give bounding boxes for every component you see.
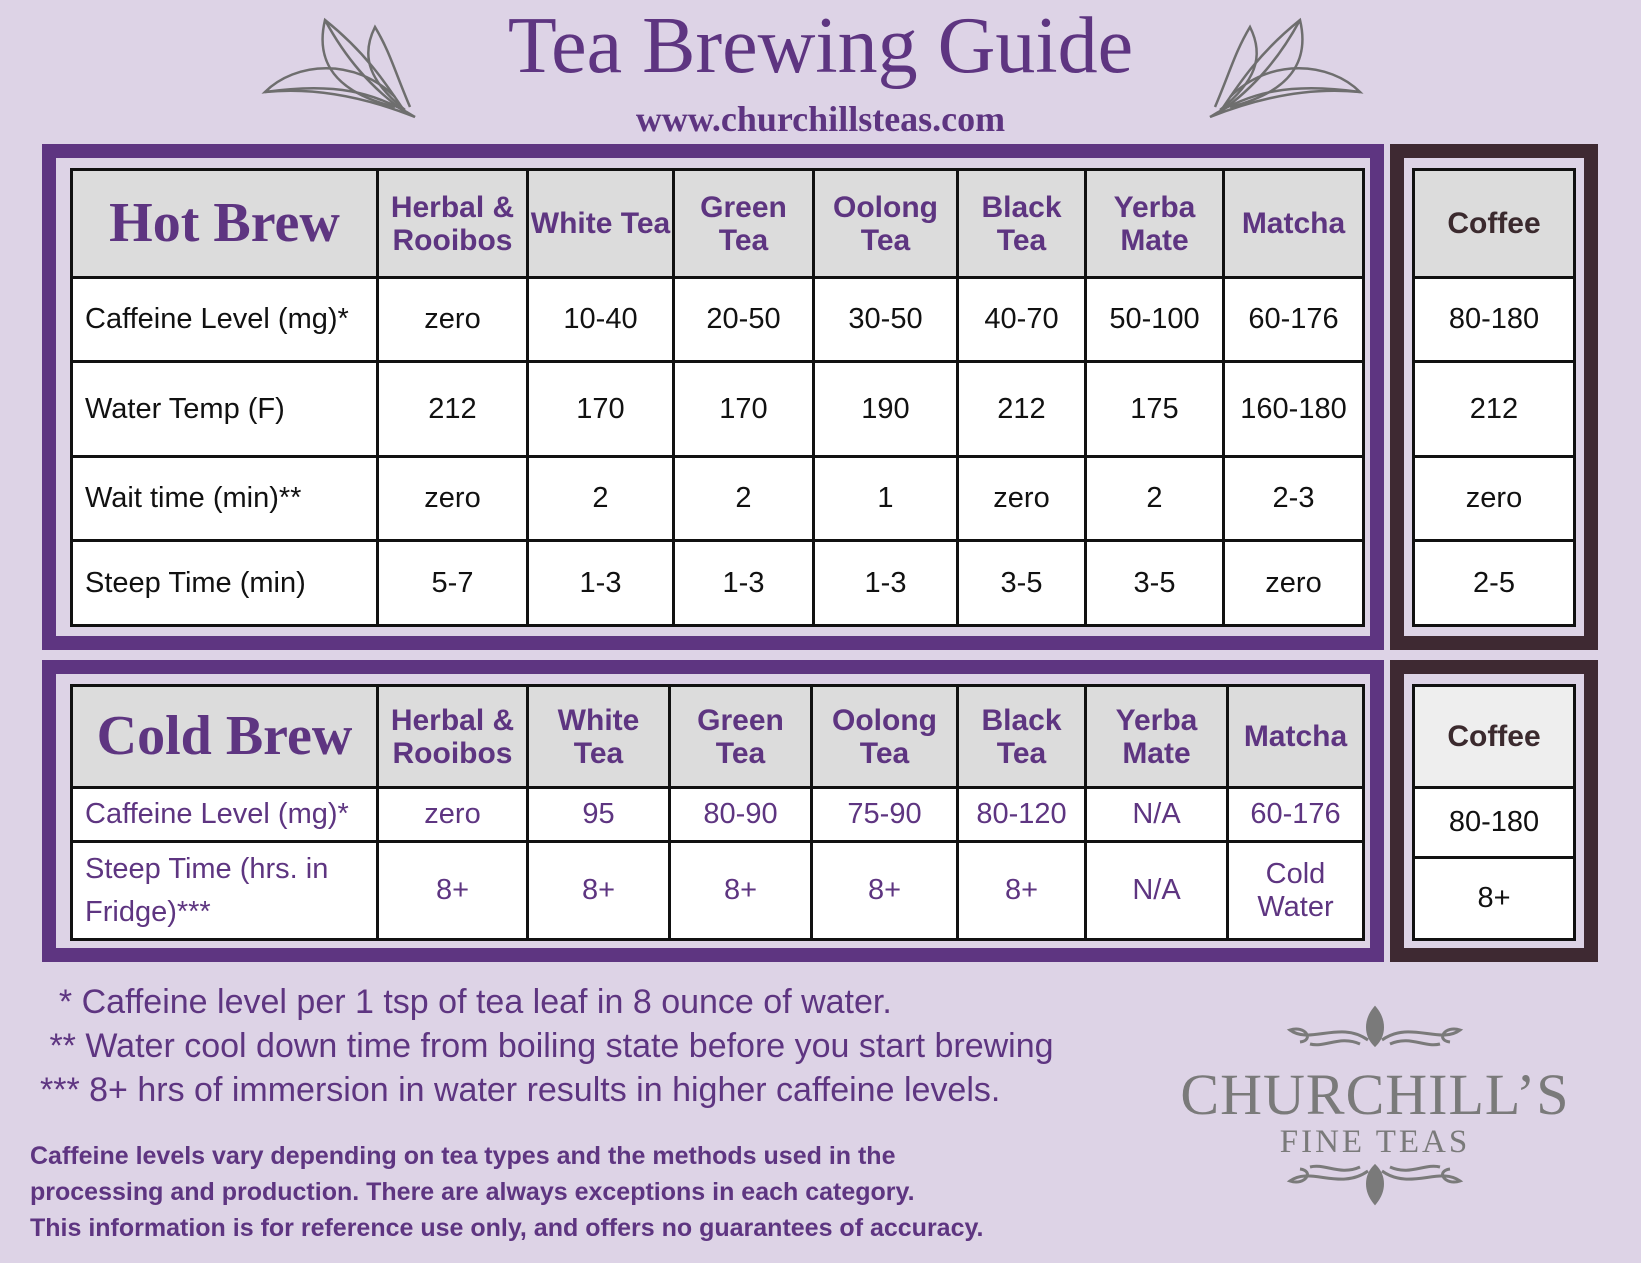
table-cell: 60-176 xyxy=(1224,278,1364,362)
disclaimer xyxy=(30,1138,983,1246)
table-cell: 170 xyxy=(528,362,674,457)
table-cell: 80-180 xyxy=(1414,278,1575,362)
table-cell: 8+ xyxy=(670,842,812,940)
cold-coffee-table xyxy=(1412,684,1576,941)
table-cell: 2 xyxy=(528,457,674,541)
page-title: Tea Brewing Guide xyxy=(507,2,1134,90)
table-cell: 212 xyxy=(958,362,1086,457)
logo-subtitle: FINE TEAS xyxy=(1279,1124,1471,1160)
table-row xyxy=(72,541,1364,626)
disclaimer-line: This information is for reference use only, and offers no guarantees of accuracy. xyxy=(30,1214,984,1242)
table-cell: 2-3 xyxy=(1224,457,1364,541)
table-cell: 1 xyxy=(814,457,958,541)
table-cell: 2-5 xyxy=(1414,541,1575,626)
table-cell: 10-40 xyxy=(528,278,674,362)
column-header: Yerba Mate xyxy=(1086,170,1224,278)
row-label: Caffeine Level (mg)* xyxy=(72,788,378,842)
table-cell: zero xyxy=(378,788,528,842)
table-cell: 80-90 xyxy=(670,788,812,842)
table-cell: 212 xyxy=(1414,362,1575,457)
table-cell: 8+ xyxy=(958,842,1086,940)
table-cell: 8+ xyxy=(378,842,528,940)
table-cell: zero xyxy=(1414,457,1575,541)
table-row xyxy=(72,278,1364,362)
ornament-top-icon xyxy=(1280,1000,1470,1050)
ornament-bottom-icon xyxy=(1280,1161,1470,1211)
column-header: Herbal & Rooibos xyxy=(378,686,528,788)
table-cell: N/A xyxy=(1086,788,1228,842)
row-label: Steep Time (hrs. in Fridge)*** xyxy=(72,842,378,940)
coffee-header: Coffee xyxy=(1414,170,1575,278)
table-cell: 2 xyxy=(674,457,814,541)
table-row xyxy=(72,362,1364,457)
row-label: Caffeine Level (mg)* xyxy=(72,278,378,362)
column-header: Green Tea xyxy=(670,686,812,788)
hot-brew-title: Hot Brew xyxy=(72,170,378,278)
disclaimer-line: Caffeine levels vary depending on tea types and the methods used in the xyxy=(30,1142,896,1170)
table-cell: 50-100 xyxy=(1086,278,1224,362)
column-header: Matcha xyxy=(1224,170,1364,278)
disclaimer-line: processing and production. There are always exceptions in each category. xyxy=(30,1178,915,1206)
table-cell: 40-70 xyxy=(958,278,1086,362)
page-header xyxy=(0,0,1641,140)
row-label: Steep Time (min) xyxy=(72,541,378,626)
table-cell: zero xyxy=(378,278,528,362)
table-cell: 1-3 xyxy=(528,541,674,626)
table-cell: 8+ xyxy=(528,842,670,940)
table-cell: 170 xyxy=(674,362,814,457)
coffee-header: Coffee xyxy=(1414,686,1575,788)
tea-leaves-right-icon xyxy=(1205,12,1380,122)
table-cell: 2 xyxy=(1086,457,1224,541)
website-url: www.churchillsteas.com xyxy=(635,99,1006,139)
table-row xyxy=(72,457,1364,541)
table-cell: 30-50 xyxy=(814,278,958,362)
table-cell: 95 xyxy=(528,788,670,842)
table-cell: 5-7 xyxy=(378,541,528,626)
row-label: Wait time (min)** xyxy=(72,457,378,541)
table-row xyxy=(72,842,1364,940)
footnote: * Caffeine level per 1 tsp of tea leaf in 8 ounce of water. xyxy=(40,983,892,1021)
column-header: Oolong Tea xyxy=(812,686,958,788)
table-cell: 80-120 xyxy=(958,788,1086,842)
column-header: Matcha xyxy=(1228,686,1364,788)
table-cell: 8+ xyxy=(812,842,958,940)
column-header: Black Tea xyxy=(958,170,1086,278)
table-cell: 3-5 xyxy=(958,541,1086,626)
table-cell: 212 xyxy=(378,362,528,457)
table-cell: zero xyxy=(1224,541,1364,626)
hot-coffee-table xyxy=(1412,168,1576,627)
table-cell: 3-5 xyxy=(1086,541,1224,626)
table-cell: zero xyxy=(958,457,1086,541)
churchills-logo xyxy=(1165,1000,1585,1216)
table-cell: 1-3 xyxy=(674,541,814,626)
cold-brew-title: Cold Brew xyxy=(72,686,378,788)
column-header: Oolong Tea xyxy=(814,170,958,278)
row-label: Water Temp (F) xyxy=(72,362,378,457)
column-header: Black Tea xyxy=(958,686,1086,788)
footnotes xyxy=(40,980,1054,1112)
table-cell: 20-50 xyxy=(674,278,814,362)
table-cell: 1-3 xyxy=(814,541,958,626)
column-header: White Tea xyxy=(528,170,674,278)
table-cell: zero xyxy=(378,457,528,541)
table-cell: 190 xyxy=(814,362,958,457)
table-row xyxy=(72,788,1364,842)
table-cell: 175 xyxy=(1086,362,1224,457)
table-cell: N/A xyxy=(1086,842,1228,940)
column-header: Green Tea xyxy=(674,170,814,278)
column-header: Herbal & Rooibos xyxy=(378,170,528,278)
table-cell: 60-176 xyxy=(1228,788,1364,842)
column-header: White Tea xyxy=(528,686,670,788)
table-cell: 160-180 xyxy=(1224,362,1364,457)
table-cell: 8+ xyxy=(1414,858,1575,940)
footnote: ** Water cool down time from boiling state before you start brewing xyxy=(40,1027,1054,1065)
table-cell: 80-180 xyxy=(1414,788,1575,858)
table-cell: Cold Water xyxy=(1228,842,1364,940)
table-cell: 75-90 xyxy=(812,788,958,842)
column-header: Yerba Mate xyxy=(1086,686,1228,788)
footnote: *** 8+ hrs of immersion in water results in higher caffeine levels. xyxy=(40,1071,1001,1109)
logo-name: CHURCHILL’S xyxy=(1180,1062,1570,1127)
hot-brew-table xyxy=(70,168,1365,627)
cold-brew-table xyxy=(70,684,1365,941)
